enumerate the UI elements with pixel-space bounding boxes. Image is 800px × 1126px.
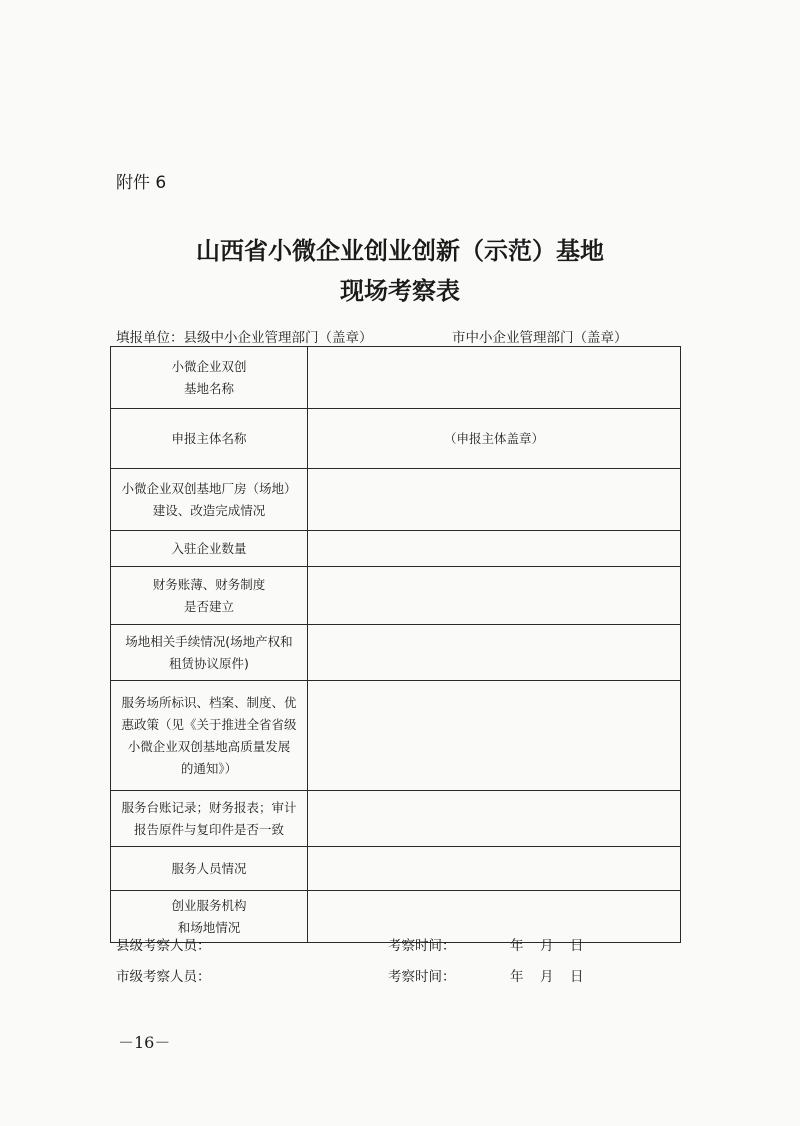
row-value-cell[interactable] [308, 625, 681, 681]
row-label [111, 347, 308, 409]
row-label-line: 服务场所标识、档案、制度、优 [121, 694, 297, 710]
row-label [111, 409, 308, 469]
city-month-label: 月 [540, 969, 554, 985]
city-signature-row [0, 965, 800, 985]
row-label [111, 567, 308, 625]
row-label-line: 申报主体名称 [171, 430, 247, 446]
row-label [111, 681, 308, 791]
row-label-line: 报告原件与复印件是否一致 [133, 821, 284, 837]
row-value-cell[interactable] [308, 681, 681, 791]
document-title-line2: 现场考察表 [340, 276, 460, 305]
row-value-cell[interactable] [308, 531, 681, 567]
row-value-cell[interactable] [308, 847, 681, 891]
row-label-line: 的通知》） [180, 760, 238, 776]
row-label [111, 531, 308, 567]
row-value-cell[interactable] [308, 567, 681, 625]
row-label-line: 小微企业双创基地高质量发展 [127, 738, 291, 754]
city-inspection-time-label: 考察时间： [388, 969, 456, 985]
table-row [111, 567, 681, 625]
row-label-line: 小微企业双创 [171, 358, 247, 374]
row-label [111, 847, 308, 891]
row-value-cell[interactable] [308, 469, 681, 531]
attachment-label: 附件 6 [116, 173, 167, 193]
table-row [111, 681, 681, 791]
row-label-line: 和场地情况 [177, 919, 241, 935]
fill-unit-county: 填报单位：县级中小企业管理部门（盖章） [116, 330, 373, 346]
row-value-cell[interactable] [308, 791, 681, 847]
row-label-line: 建设、改造完成情况 [152, 502, 266, 518]
county-signature-row [0, 934, 800, 954]
county-year-label: 年 [510, 938, 524, 954]
row-label-line: 入驻企业数量 [171, 540, 247, 556]
table-row [111, 347, 681, 409]
row-label [111, 469, 308, 531]
row-label-line: 服务台账记录；财务报表；审计 [121, 799, 297, 815]
row-label-line: 创业服务机构 [171, 897, 247, 913]
row-label-line: 基地名称 [183, 380, 234, 396]
city-day-label: 日 [570, 969, 584, 985]
inspection-form-table [110, 346, 681, 943]
county-day-label: 日 [570, 938, 584, 954]
row-label-line: 场地相关手续情况(场地产权和 [125, 633, 293, 649]
city-inspector-label: 市级考察人员： [116, 969, 211, 985]
row-label-line: 小微企业双创基地厂房（场地） [121, 480, 297, 496]
county-inspection-time-label: 考察时间： [388, 938, 456, 954]
table-row [111, 625, 681, 681]
row-label-line: 租赁协议原件) [169, 655, 249, 671]
document-title-line1: 山西省小微企业创业创新（示范）基地 [196, 236, 604, 265]
table-row [111, 469, 681, 531]
row-label-line: 财务账薄、财务制度 [152, 576, 266, 592]
row-label [111, 791, 308, 847]
fill-unit-city: 市中小企业管理部门（盖章） [452, 330, 628, 346]
row-label [111, 625, 308, 681]
row-label-line: 服务人员情况 [171, 860, 247, 876]
table-row [111, 531, 681, 567]
row-label-line: 惠政策（见《关于推进全省省级 [121, 716, 297, 732]
row-label-line: 是否建立 [183, 598, 234, 614]
page-number: －16－ [118, 1033, 171, 1052]
city-year-label: 年 [510, 969, 524, 985]
county-inspector-label: 县级考察人员： [116, 938, 211, 954]
county-month-label: 月 [540, 938, 554, 954]
table-row [111, 409, 681, 469]
table-row [111, 791, 681, 847]
row-value-cell[interactable]: （申报主体盖章） [308, 409, 681, 469]
table-row [111, 847, 681, 891]
row-value-cell[interactable] [308, 347, 681, 409]
